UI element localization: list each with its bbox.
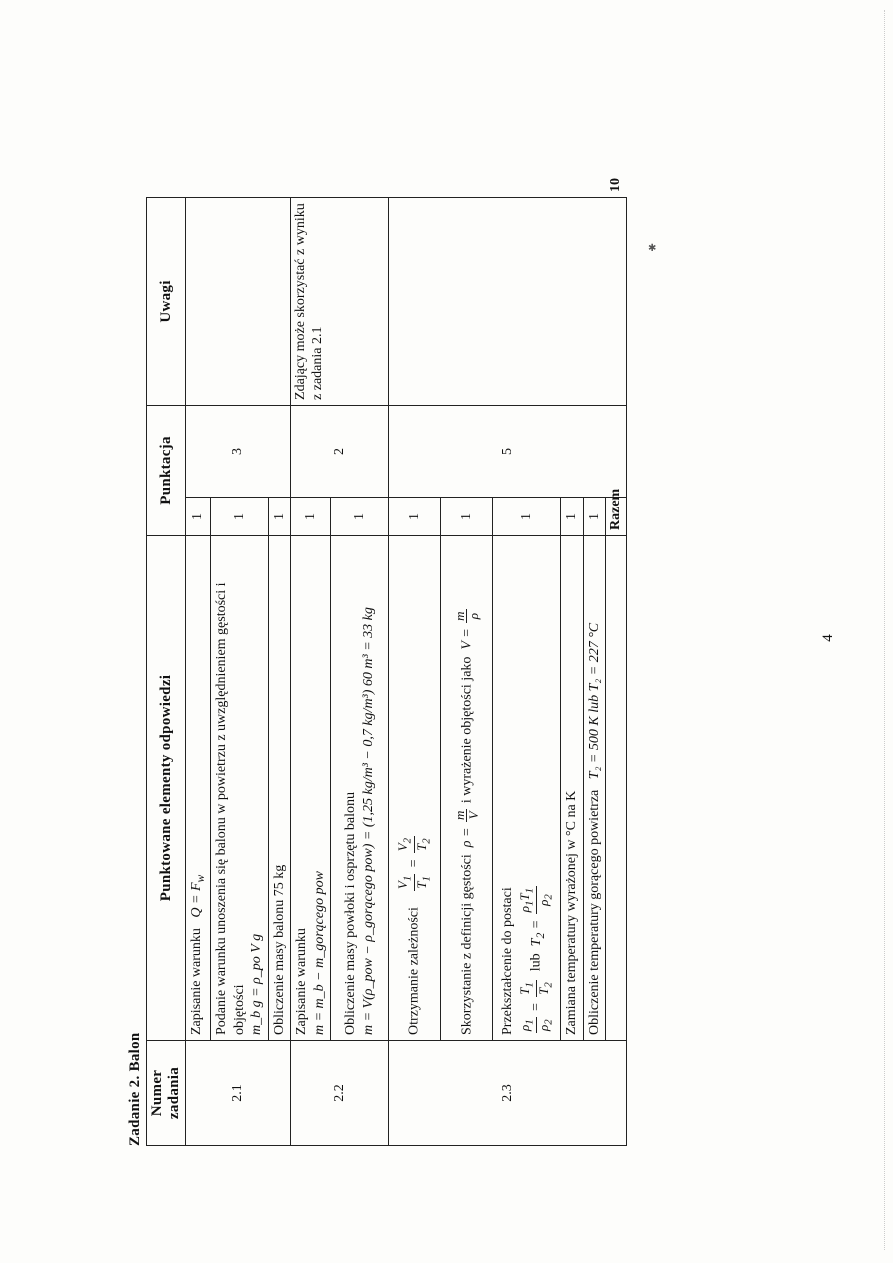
formula-fraction: $\rho_1T_1$ $\rho_2$ <box>517 887 555 913</box>
group-points-2-3: 5 <box>389 405 627 497</box>
task-number-2-1: 2.1 <box>186 1041 291 1146</box>
row-points: 1 <box>389 498 441 536</box>
total-label: Razem <box>606 498 627 536</box>
rotated-page-content <box>124 177 624 1146</box>
page-number: 4 <box>820 634 836 642</box>
row-text: Zapisanie warunku <box>189 928 204 1035</box>
formula-fraction: m ρ <box>451 611 482 621</box>
row-text: Zapisanie warunku <box>294 928 310 1035</box>
task-number-2-3: 2.3 <box>389 1041 627 1146</box>
row-cell: Przekształcenie do postaci $\rho_1$ $\rho_2$ = $T_1$ $T_2$ lub $T_2$ = $\rho_1T_1$ $\rho_2$ <box>493 536 561 1041</box>
row-points: 1 <box>186 498 211 536</box>
row-points: 1 <box>331 498 389 536</box>
row-cell <box>331 536 389 1041</box>
header-row <box>147 197 186 1145</box>
task-number-2-2: 2.2 <box>291 1041 389 1146</box>
row-formula: $Q = F_w$ <box>189 874 207 918</box>
row-formula: m_b g = ρ_po V g <box>249 933 265 1035</box>
row-cell <box>583 536 606 1041</box>
table-row <box>186 197 211 1145</box>
formula-fraction: $T_1$ $T_2$ <box>517 982 555 995</box>
row-cell: Otrzymanie zależności $V_1$ $T_1$ = $V_2$ $T_2$ <box>389 536 441 1041</box>
row-points: 1 <box>211 498 269 536</box>
header-number: Numer zadania <box>147 1041 186 1146</box>
row-formula: m = V(ρ_pow − ρ_gorącego pow) = (1,25 kg/m³ − 0,7 kg/m³) 60 m³ = 33 kg <box>360 607 376 1035</box>
row-text: Otrzymanie zależności <box>407 907 423 1035</box>
row-text: Obliczenie masy powłoki i osprzętu balonu <box>343 792 359 1035</box>
row-formula: T₂ = 500 K lub T₂ = 227 °C <box>586 622 602 780</box>
row-cell: Skorzystanie z definicji gęstości ρ = m V i wyrażenie objętości jako V = m ρ <box>441 536 493 1041</box>
scoring-table <box>146 177 627 1146</box>
formula-fraction: m V <box>451 810 482 821</box>
notes-2-2: Zdający może skorzystać z wyniku z zadania 2.1 <box>291 197 389 405</box>
table-row <box>291 197 331 1145</box>
group-points-2-2: 2 <box>291 405 389 497</box>
table-row <box>389 197 441 1145</box>
row-text: Obliczenie masy balonu 75 kg <box>268 536 291 1041</box>
row-text-2: i wyrażenie objętości jako <box>459 656 475 804</box>
scan-speck: ✱ <box>648 243 657 254</box>
group-points-2-1: 3 <box>186 405 291 497</box>
total-row: Razem 10 <box>606 197 627 1145</box>
scan-edge-line <box>884 10 886 1250</box>
row-text: Zamiana temperatury wyrażonej w °C na K <box>561 536 584 1041</box>
header-elements: Punktowane elementy odpowiedzi <box>147 536 186 1041</box>
row-text: Podanie warunku unoszenia się balonu w powietrzu z uwzględnieniem gęstości i objętości <box>214 582 247 1035</box>
header-points: Punktacja <box>147 405 186 535</box>
notes-2-1 <box>186 197 291 405</box>
row-formula: m = m_b − m_gorącego pow <box>311 871 327 1035</box>
notes-2-3 <box>389 197 627 405</box>
formula-fraction: $\rho_1$ $\rho_2$ <box>517 1019 555 1031</box>
spacer-cell <box>606 536 627 1041</box>
row-text: Przekształcenie do postaci <box>499 887 515 1035</box>
section-title: Zadanie 2. Balon <box>127 1032 143 1146</box>
row-text: Skorzystanie z definicji gęstości <box>459 854 475 1035</box>
row-points: 1 <box>291 498 331 536</box>
row-cell <box>211 536 269 1041</box>
formula-fraction: $V_1$ $T_1$ <box>395 875 433 890</box>
row-cell <box>186 536 211 1041</box>
header-notes: Uwagi <box>147 197 186 405</box>
formula-fraction: $V_2$ $T_2$ <box>395 837 433 852</box>
row-text: Obliczenie temperatury gorącego powietrza <box>586 789 602 1035</box>
row-points: 1 <box>441 498 493 536</box>
row-points: 1 <box>583 498 606 536</box>
row-points: 1 <box>561 498 584 536</box>
row-cell <box>291 536 331 1041</box>
or-text: lub <box>528 953 544 972</box>
row-points: 1 <box>268 498 291 536</box>
row-points: 1 <box>493 498 561 536</box>
